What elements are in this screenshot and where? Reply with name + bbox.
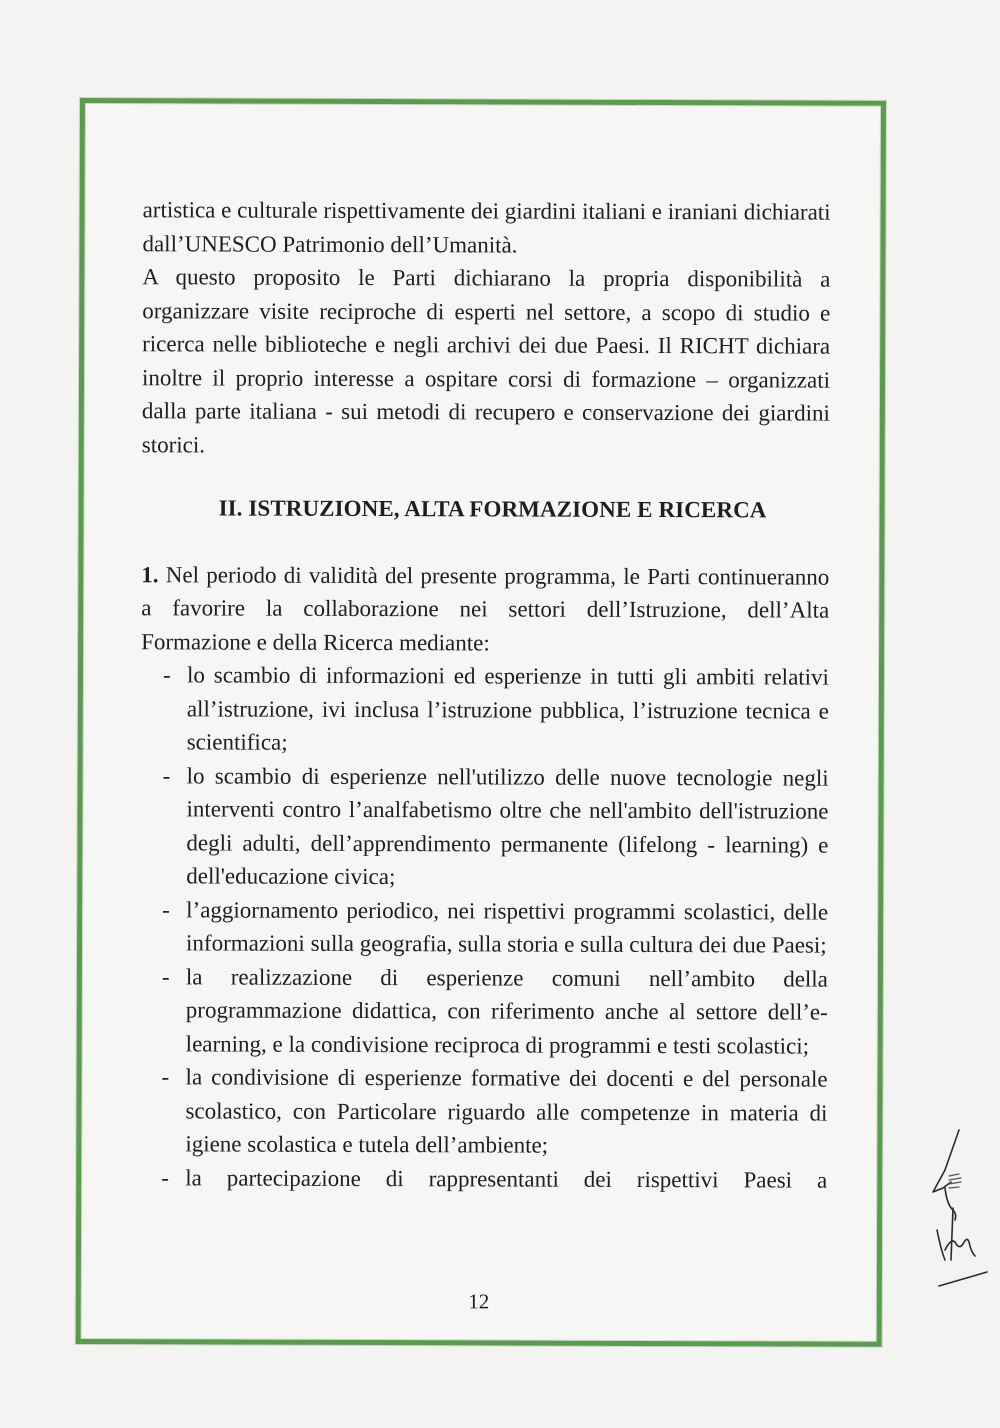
list-item-text: lo scambio di esperienze nell'utilizzo delle nuove tecnologie negli interventi contro l’analfabetismo oltre che nell'ambito dell'istruzione degli adulti, dell’apprendimento permanente (lifelong - learning) e dell'educazione civica; bbox=[186, 762, 829, 890]
handwritten-signature-icon bbox=[915, 1110, 995, 1290]
bullet-dash: - bbox=[162, 762, 171, 788]
numbered-item bbox=[141, 558, 829, 661]
page-content bbox=[139, 193, 830, 1196]
list-item-text: la partecipazione di rappresentanti dei rispettivi Paesi a bbox=[185, 1164, 828, 1193]
list-item bbox=[140, 893, 828, 962]
list-item-text: la condivisione di esperienze formative dei docenti e del personale scolastico, con Particolare riguardo alle competenze in materia di igiene scolastica e tutela dell’ambiente; bbox=[185, 1064, 828, 1158]
bullet-list bbox=[139, 658, 829, 1196]
item-number: 1. bbox=[141, 561, 159, 587]
second-paragraph: A questo proposito le Parti dichiarano la propria disponibilità a organizzare visite reciproche di esperti nel settore, a scopo di studio e ricerca nelle biblioteche e negli archivi dei due Paesi. Il RICHT dichiara inoltre il proprio interesse a ospitare corsi di formazione – organizzati dalla parte italiana - sui metodi di recupero e conservazione dei giardini storici. bbox=[141, 264, 831, 457]
bullet-dash: - bbox=[161, 963, 170, 989]
bullet-dash: - bbox=[161, 1164, 169, 1190]
bullet-dash: - bbox=[162, 896, 170, 922]
list-item bbox=[139, 1161, 827, 1197]
list-item bbox=[141, 658, 829, 761]
intro-paragraph: artistica e culturale rispettivamente dei giardini italiani e iraniani dichiarati dall’UNESCO Patrimonio dell’Umanità. bbox=[142, 197, 831, 258]
list-item-text: l’aggiornamento periodico, nei rispettivi programmi scolastici, delle informazioni sulla geografia, sulla storia e sulla cultura dei due Paesi; bbox=[186, 896, 829, 958]
section-heading: II. ISTRUZIONE, ALTA FORMAZIONE E RICERCA bbox=[218, 495, 767, 523]
page-number: 12 bbox=[468, 1289, 490, 1314]
list-item bbox=[140, 759, 828, 895]
list-item-text: lo scambio di informazioni ed esperienze in tutti gli ambiti relativi all’istruzione, ivi inclusa l’istruzione pubblica, l’istruzione tecnica e scientifica; bbox=[186, 662, 830, 755]
list-item bbox=[140, 960, 828, 1063]
list-item bbox=[139, 1060, 827, 1163]
item-text: Nel periodo di validità del presente programma, le Parti continueranno a favorire la collaborazione nei settori dell’Istruzione, dell’Alta Formazione e della Ricerca mediante: bbox=[141, 561, 830, 655]
bullet-dash: - bbox=[162, 662, 171, 688]
bullet-dash: - bbox=[161, 1064, 170, 1090]
page-frame-border bbox=[76, 98, 886, 1347]
list-item-text: la realizzazione di esperienze comuni nell’ambito della programmazione didattica, con riferimento anche al settore dell’e-learning, e la condivisione reciproca di programmi e testi scolastici; bbox=[185, 963, 828, 1059]
